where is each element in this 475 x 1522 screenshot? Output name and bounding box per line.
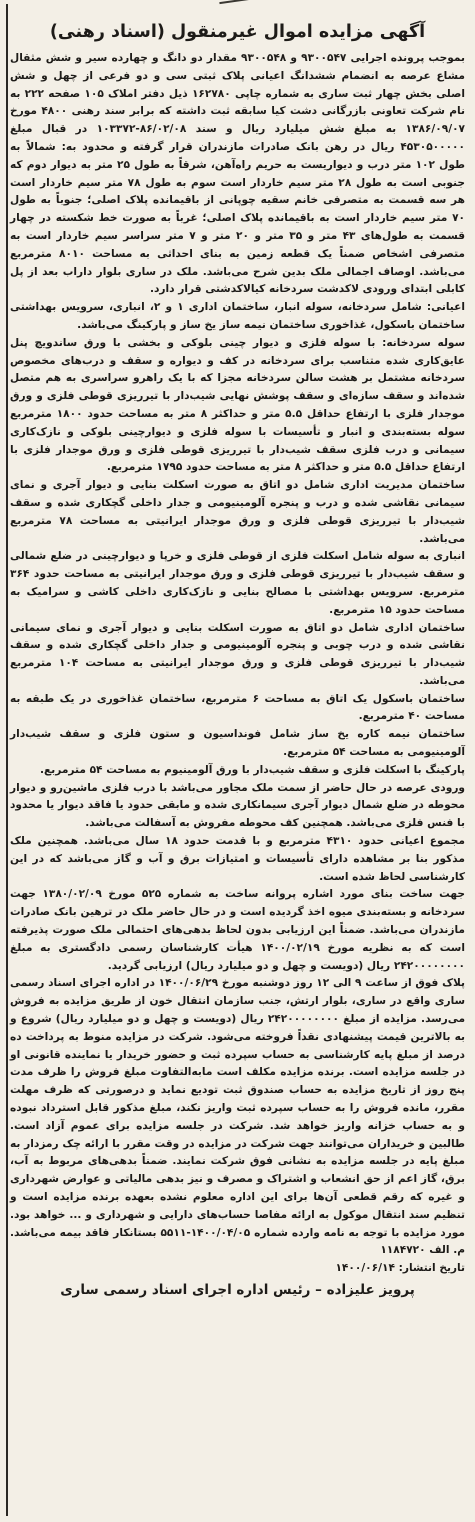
paragraph-entrance: ورودی عرصه در حال حاضر از سمت ملک مجاور می‌باشد با درب فلزی ماشین‌رو و دیوار محوطه در ضلع شمال دیوار آجری سیمانکاری شده و مابقی حدود یا فاقد دیوار یا محدود با فنس فلزی می‌باشد. همچنین کف محوطه مفروش به آسفالت می‌باشد. bbox=[10, 781, 465, 830]
paragraph-management-building: ساختمان مدیریت اداری شامل دو اتاق به صورت اسکلت بنایی و دیوار آجری و نمای سیمانی نقاشی شده و درب و پنجره آلومینیومی و جدار داخلی گچکاری شده و سقف شیب‌دار با تیرریزی قوطی فلزی و ورق موجدار ایرانیتی به مساحت ۷۸ مترمربع می‌باشد. bbox=[10, 479, 466, 545]
signature: پرویز علیزاده – رئیس اداره اجرای اسناد رسمی ساری bbox=[60, 1282, 415, 1299]
notice-title: آگهی مزایده اموال غیرمنقول (اسناد رهنی) bbox=[49, 22, 426, 42]
paragraph-auction-terms: پلاک فوق از ساعت ۹ الی ۱۲ روز دوشنبه مورخ ۱۴۰۰/۰۶/۲۹ در اداره اجرای اسناد رسمی ساری واقع در ساری، بلوار ارتش، جنب سازمان انتقال خون از طریق مزایده به فروش می‌رسد. مزایده از مبلغ ۲۴۲۰۰۰۰۰۰۰۰ ریال (دویست و چهل و دو میلیارد ریال) شروع و به بالاترین قیمت پیشنهادی نقداً فروخته می‌شود. شرکت در مزایده منوط به پرداخت ده درصد از مبلغ پایه کارشناسی به حساب سپرده ثبت و حضور خریدار یا نماینده قانونی او در جلسه مزایده است. برنده مزایده مکلف است مابه‌التفاوت مبلغ فروش را ظرف مدت پنج روز از تاریخ مزایده به حساب صندوق ثبت تودیع نماید و درصورتی که ظرف مهلت مقرر، مانده فروش را به حساب سپرده ثبت واریز نکند، مبلغ مذکور قابل استرداد نبوده و به حساب خزانه واریز خواهد شد. شرکت در جلسه مزایده برای عموم آزاد است. طالبین و خریداران می‌توانند جهت شرکت در مزایده در وقت مقرر با ارائه چک رمزدار به مبلغ پایه در جلسه مزایده به نشانی فوق شرکت نمایند. ضمناً بدهی‌های مربوط به آب، برق، گاز اعم از حق انشعاب و اشتراک و مصرف و نیز بدهی مالیاتی و عوارض شهرداری و غیره که رقم قطعی آن‌ها برای این اداره معلوم نشده بعهده برنده مزایده است و تنظیم سند انتقال موکول به ارائه مفاصا حساب‌های دارایی و شهرداری و ... خواهد بود. مورد مزایده با توجه به نامه وارده شماره ۱۴۰۰/۰۴/۰۵-۵۵۱۱ بستانکار فاقد بیمه می‌باشد. م. الف ۱۱۸۴۷۲۰ bbox=[10, 977, 465, 1257]
paragraph-office-building: ساختمان اداری شامل دو اتاق به صورت اسکلت بنایی و دیوار آجری و نمای سیمانی نقاشی شده و درب چوبی و پنجره آلومینیومی و جدار داخلی گچکاری شده و سقف شیب‌دار با تیرریزی قوطی فلزی و ورق موجدار ایرانیتی به مساحت ۱۰۴ مترمربع می‌باشد. bbox=[10, 621, 465, 687]
paragraph-scale-building: ساختمان باسکول یک اتاق به مساحت ۶ مترمربع، ساختمان غذاخوری در یک طبقه به مساحت ۴۰ مترمربع. bbox=[10, 692, 465, 723]
paragraph-property: بموجب پرونده اجرایی ۹۳۰۰۵۴۷ و ۹۳۰۰۵۴۸ مقدار دو دانگ و چهارده سیر و شش مثقال مشاع عرصه به انضمام ششدانگ اعیانی پلاک ثبتی سی و دو فرعی از چهل و شش اصلی بخش چهار ثبت ساری به شماره چاپی ۱۶۲۷۸۰ ذیل دفتر املاک ۱۰۵ صفحه ۲۲۲ به نام شرکت تعاونی بازرگانی دشت کیا سابقه ثبت داشته که برابر سند رهنی ۴۸۰۰ مورخ ۱۳۸۶/۰۹/۰۷ به مبلغ شش میلیارد ریال و سند ۸۶/۰۲/۰۸-۱۰۳۳۷۲ در قبال مبلغ ۴۵۳۰۵۰۰۰۰۰ ریال در رهن بانک صادرات مازندران قرار گرفته و محدود به: شمالاً به طول ۱۰۲ متر درب و دیواریست به حریم راه‌آهن، شرقاً به طول ۲۵ متر به دیوار دوم که جنوبی است به طول ۲۸ متر سیم خاردار است سوم به طول ۷۸ متر سیم خاردار است هر سه قسمت به متصرفی خانم سقیه چوپانی از باقیمانده پلاک اصلی؛ جنوباً به طول ۷۰ متر سیم خاردار است به باقیمانده پلاک اصلی؛ غرباً به صورت خط شکسته در چهار قسمت به طول‌های ۴۳ متر و ۳۵ متر و ۲۰ متر و ۷ متر سراسر سیم خاردار است به متصرفی اشخاص ضمناً یک قطعه زمین به بنای احداثی به مساحت ۸۰۱۰ مترمربع می‌باشد. اوصاف اجمالی ملک بدین شرح می‌باشد. ملک در ساری بلوار داراب بعد از پل کابلی ابتدای ورودی لاکدشت سردخانه کیالاکدشتی قرار دارد. bbox=[10, 52, 466, 296]
paragraph-parking: پارکینگ با اسکلت فلزی و سقف شیب‌دار با ورق آلومینیوم به مساحت ۵۴ مترمربع. bbox=[40, 763, 465, 776]
paragraph-total-area: مجموع اعیانی حدود ۴۳۱۰ مترمربع و با قدمت حدود ۱۸ سال می‌باشد. همچنین ملک مذکور بنا بر مشاهده دارای تأسیسات و امتیازات برق و آب و گاز می‌باشد که در این کارشناسی لحاظ شده است. bbox=[10, 835, 465, 883]
page-border bbox=[6, 4, 469, 1516]
paragraph-warehouse: انباری به سوله شامل اسکلت فلزی از قوطی فلزی و خرپا و دیوارچینی در ضلع شمالی و سقف شیب‌دار با تیرریزی قوطی فلزی و ورق موجدار ایرانیتی به مساحت حدود ۳۶۴ مترمربع. سرویس بهداشتی با مصالح بنایی و نازک‌کاری داخلی کاشی و سرامیک به مساحت حدود ۱۵ مترمربع. bbox=[10, 550, 465, 616]
paragraph-valuation: جهت ساخت بنای مورد اشاره پروانه ساخت به شماره ۵۲۵ مورخ ۱۳۸۰/۰۲/۰۹ جهت سردخانه و بسته‌بندی میوه اخذ گردیده است و در حال حاضر ملک در ترهین بانک صادرات مازندران می‌باشد. ضمناً این ارزیابی بدون لحاظ بدهی‌های احتمالی ملک صورت پذیرفته است که به نظریه مورخ ۱۴۰۰/۰۲/۱۹ هیأت کارشناسان رسمی دادگستری به مبلغ ۲۴۲۰۰۰۰۰۰۰۰ ریال (دویست و چهل و دو میلیارد ریال) ارزیابی گردید. bbox=[10, 888, 466, 972]
paragraph-buildings: اعیانی: شامل سردخانه، سوله انبار، ساختمان اداری ۱ و ۲، انباری، سرویس بهداشتی ساختمان باسکول، غذاخوری ساختمان نیمه ساز یخ ساز و پارکینگ می‌باشد. bbox=[10, 301, 466, 331]
paragraph-cold-storage: سوله سردخانه: با سوله فلزی و دیوار چینی بلوکی و بخشی با ورق ساندویچ پنل عایق‌کاری شده متناسب برای سردخانه در کف و دیواره و سقف و درب‌های مخصوص سردخانه مشتمل بر هشت سالن سردخانه مجزا که با یک راهرو سراسری به هم متصل شده‌اند و سقف سازه‌ای و سقف پوشش نهایی شیب‌دار با تیرریزی قوطی فلزی و ورق موجدار فلزی با ارتفاع حداقل ۵.۵ متر و حداکثر ۸ متر به مساحت حدود ۱۸۰۰ مترمربع سوله بسته‌بندی و انبار و تأسیسات با سوله فلزی و دیوارچینی بلوکی و نازک‌کاری سیمانی و درب فلزی سقف شیب‌دار با تیرریزی قوطی فلزی و ورق موجدار فلزی با ارتفاع حداقل ۵.۵ متر و حداکثر ۸ متر به مساحت حدود ۱۷۹۵ مترمربع. bbox=[10, 336, 465, 474]
paragraph-ice-building: ساختمان نیمه کاره یخ ساز شامل فونداسیون و ستون فلزی و سقف شیب‌دار آلومینیومی به مساحت ۵۴ مترمربع. bbox=[10, 728, 465, 759]
publish-date: تاریخ انتشار: ۱۴۰۰/۰۶/۱۴ bbox=[335, 1262, 465, 1275]
